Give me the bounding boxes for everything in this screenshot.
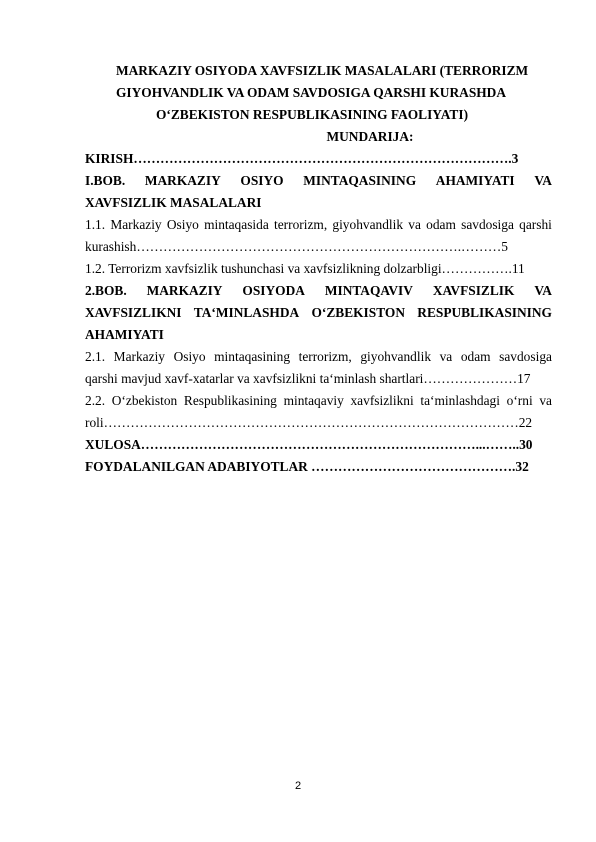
toc-word: XAVFSIZLIK (432, 283, 515, 298)
toc-xulosa: XULOSA…………………………………………………………………...……..30 (85, 437, 533, 452)
toc-word: odam (426, 217, 456, 232)
toc-word: va (439, 349, 453, 364)
toc-bob2-line1 (85, 283, 552, 299)
toc-word: Respublikasining (183, 393, 277, 408)
toc-word: giyohvandlik (360, 349, 432, 364)
toc-word: Markaziy (110, 217, 162, 232)
toc-word: 2.1. (85, 349, 106, 364)
toc-s11-line2: kurashish……………………………………………………………….………5 (85, 239, 508, 254)
toc-word: O‘zbekiston (111, 393, 178, 408)
toc-word: giyohvandlik (332, 217, 404, 232)
toc-word: terrorizm, (274, 217, 328, 232)
toc-s12: 1.2. Terrorizm xavfsizlik tushunchasi va xavfsizlikning dolzarbligi…………….11 (85, 261, 525, 276)
toc-s21-line2: qarshi mavjud xavf-xatarlar va xavfsizlikni ta‘minlash shartlari…………………17 (85, 371, 531, 386)
toc-kirish: KIRISH………………………………………………………………………….3 (85, 151, 519, 166)
toc-word: Markaziy (113, 349, 165, 364)
toc-bob1-line1 (85, 173, 552, 189)
toc-bob2-line2 (85, 305, 552, 321)
toc-word: terrorizm, (298, 349, 352, 364)
toc-word: qarshi (519, 217, 552, 232)
toc-s22-line1 (85, 393, 552, 409)
toc-word: AHAMIYATI (435, 173, 515, 188)
toc-word: VA (534, 173, 552, 188)
toc-word: savdosiga (461, 217, 514, 232)
toc-s11-line1 (85, 217, 552, 233)
toc-word: va (539, 393, 552, 408)
toc-word: MARKAZIY (144, 173, 221, 188)
toc-s21-line1 (85, 349, 552, 365)
toc-word: mintaqasida (204, 217, 269, 232)
toc-bob2-line3: AHAMIYATI (85, 327, 164, 342)
toc-word: OSIYO (240, 173, 284, 188)
toc-word: 2.2. (85, 393, 106, 408)
toc-word: OSIYODA (242, 283, 305, 298)
toc-word: MINTAQAVIV (324, 283, 413, 298)
toc-word: VA (534, 283, 552, 298)
toc-adabiyot: FOYDALANILGAN ADABIYOTLAR ……………………………………….32 (85, 459, 529, 474)
toc-heading: MUNDARIJA: (326, 129, 414, 144)
toc-word: ta‘minlashdagi (420, 393, 500, 408)
toc-word: MARKAZIY (146, 283, 223, 298)
toc-word: XAVFSIZLIKNI (85, 305, 182, 320)
toc-word: O‘ZBEKISTON (311, 305, 405, 320)
toc-word: I.BOB. (85, 173, 126, 188)
toc-word: RESPUBLIKASINING (417, 305, 552, 320)
toc-word: 2.BOB. (85, 283, 127, 298)
toc-bob1-line2: XAVFSIZLIK MASALALARI (85, 195, 262, 210)
toc-word: va (408, 217, 421, 232)
toc-word: mintaqasining (214, 349, 291, 364)
toc-s22-line2: roli…………………………………………………………………………………22 (85, 415, 533, 430)
toc-word: Osiyo (173, 349, 206, 364)
toc-word: TA‘MINLASHDA (193, 305, 300, 320)
title-line-1: MARKAZIY OSIYODA XAVFSIZLIK MASALALARI (TERRORIZM (116, 63, 529, 78)
toc-word: MINTAQASINING (303, 173, 417, 188)
title-line-3: O‘ZBEKISTON RESPUBLIKASINING FAOLIYATI) (156, 107, 469, 122)
toc-word: 1.1. (85, 217, 106, 232)
toc-word: o‘rni (506, 393, 533, 408)
page-number: 2 (294, 780, 302, 792)
toc-word: odam (460, 349, 491, 364)
toc-word: Osiyo (166, 217, 199, 232)
toc-word: xavfsizlikni (350, 393, 414, 408)
toc-word: savdosiga (499, 349, 552, 364)
toc-word: mintaqaviy (283, 393, 344, 408)
title-line-2: GIYOHVANDLIK VA ODAM SAVDOSIGA QARSHI KURASHDA (116, 85, 507, 100)
